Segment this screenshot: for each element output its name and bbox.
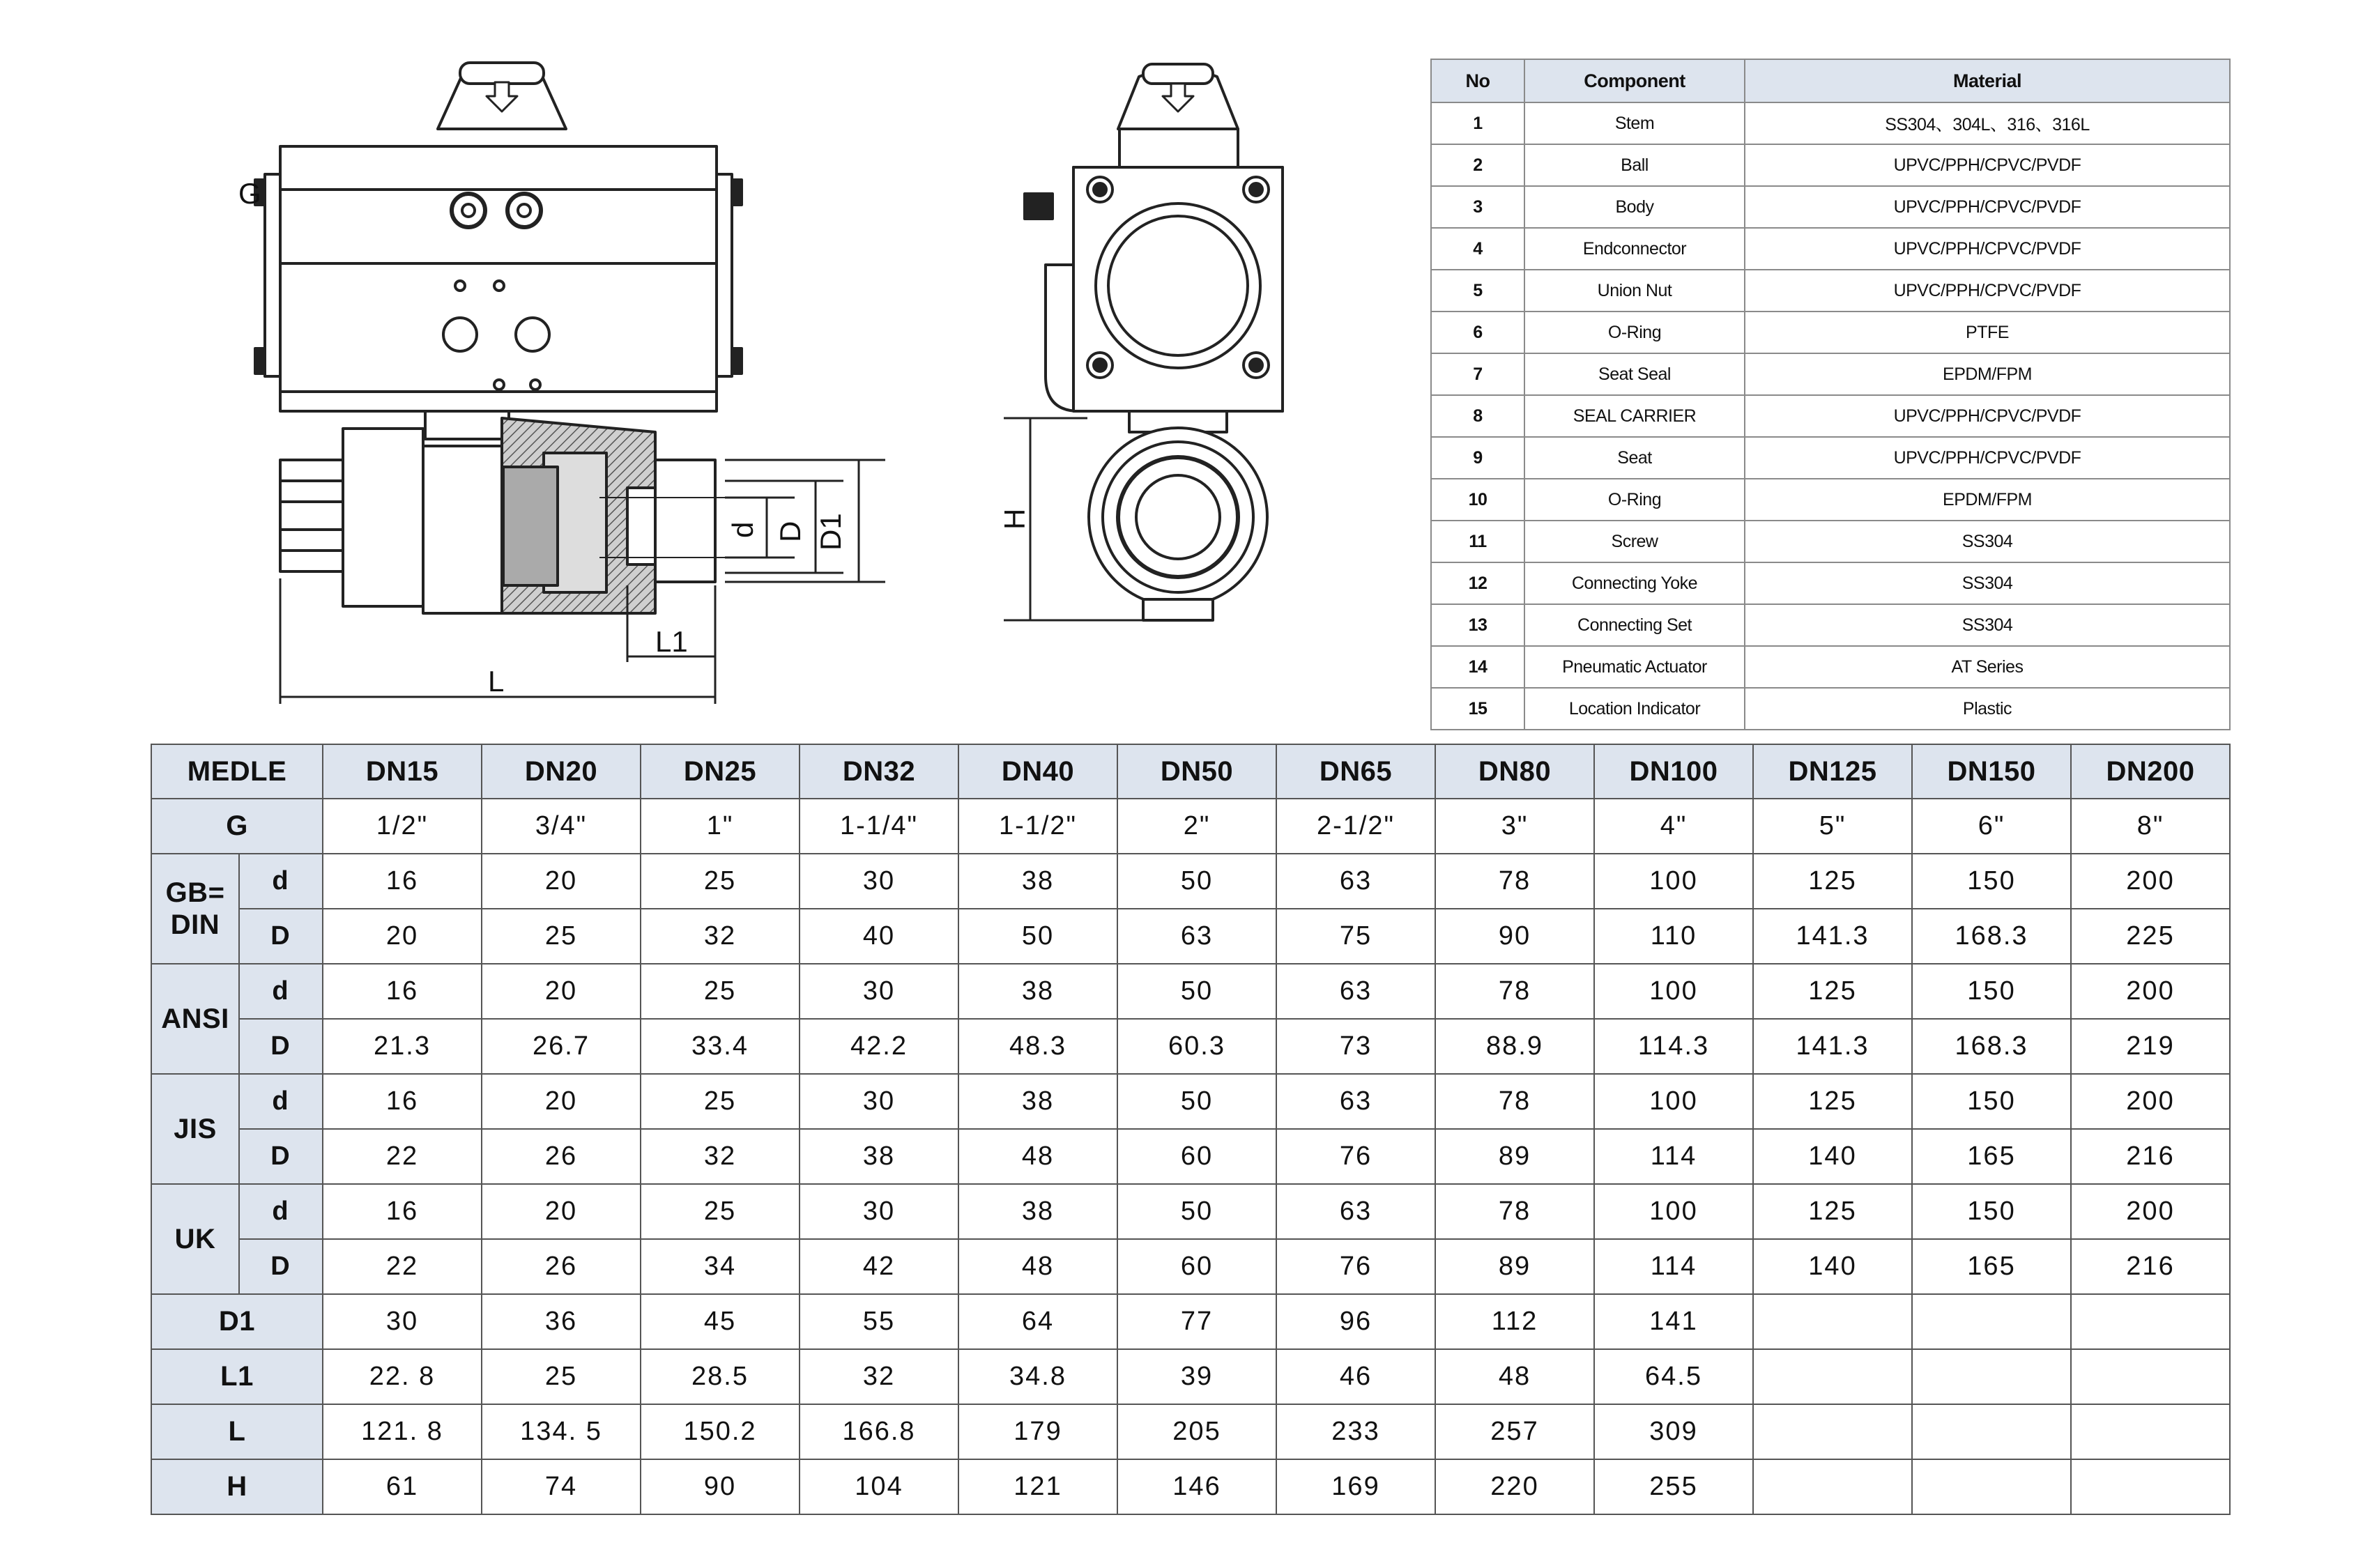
size-value-cell: 146: [1117, 1459, 1276, 1514]
materials-cell-no: 13: [1431, 604, 1524, 646]
size-value-cell: 114.3: [1594, 1019, 1753, 1074]
size-value-cell: 50: [1117, 1184, 1276, 1239]
size-value-cell: 89: [1435, 1129, 1594, 1184]
size-column-header: DN100: [1594, 744, 1753, 799]
materials-row: [1431, 437, 2230, 479]
size-value-cell: 42: [800, 1239, 958, 1294]
size-value-cell: 25: [482, 1349, 641, 1404]
size-value-cell: 140: [1753, 1129, 1912, 1184]
size-value-cell: 200: [2071, 1074, 2230, 1129]
materials-cell-component: Stem: [1524, 102, 1745, 144]
materials-cell-no: 15: [1431, 688, 1524, 730]
row-sublabel-d: d: [239, 964, 323, 1019]
size-value-cell: 60: [1117, 1239, 1276, 1294]
row-sublabel-d: d: [239, 1184, 323, 1239]
size-value-cell: 32: [641, 909, 800, 964]
materials-cell-material: UPVC/PPH/CPVC/PVDF: [1745, 437, 2230, 479]
materials-cell-material: AT Series: [1745, 646, 2230, 688]
size-value-cell: 30: [800, 964, 958, 1019]
size-value-cell: 26.7: [482, 1019, 641, 1074]
size-column-header: DN40: [958, 744, 1117, 799]
size-value-cell: 134. 5: [482, 1404, 641, 1459]
size-value-cell: 125: [1753, 854, 1912, 909]
size-value-cell: 169: [1276, 1459, 1435, 1514]
size-value-cell: 63: [1276, 1074, 1435, 1129]
materials-row: [1431, 228, 2230, 270]
size-value-cell: [2071, 1404, 2230, 1459]
size-column-header: DN32: [800, 744, 958, 799]
size-value-cell: 22: [323, 1129, 482, 1184]
size-value-cell: 150.2: [641, 1404, 800, 1459]
size-value-cell: 20: [482, 854, 641, 909]
materials-row: [1431, 270, 2230, 312]
materials-row: [1431, 562, 2230, 604]
size-value-cell: 150: [1912, 964, 2071, 1019]
size-value-cell: 30: [800, 854, 958, 909]
materials-row: [1431, 604, 2230, 646]
size-value-cell: 76: [1276, 1239, 1435, 1294]
materials-cell-component: Endconnector: [1524, 228, 1745, 270]
materials-cell-no: 6: [1431, 312, 1524, 353]
size-row-standard-d: [151, 1184, 2230, 1239]
row-sublabel-D: D: [239, 909, 323, 964]
materials-cell-no: 12: [1431, 562, 1524, 604]
materials-cell-material: UPVC/PPH/CPVC/PVDF: [1745, 144, 2230, 186]
size-value-cell: 233: [1276, 1404, 1435, 1459]
size-value-cell: 39: [1117, 1349, 1276, 1404]
row-label-dimension: D1: [151, 1294, 323, 1349]
materials-cell-material: SS304: [1745, 521, 2230, 562]
size-value-cell: 63: [1117, 909, 1276, 964]
row-sublabel-D: D: [239, 1129, 323, 1184]
size-value-cell: 16: [323, 854, 482, 909]
size-value-cell: 4": [1594, 799, 1753, 854]
size-value-cell: 200: [2071, 1184, 2230, 1239]
materials-cell-no: 4: [1431, 228, 1524, 270]
size-value-cell: 63: [1276, 854, 1435, 909]
size-row-dimension: [151, 1349, 2230, 1404]
size-value-cell: 125: [1753, 1074, 1912, 1129]
row-sublabel-d: d: [239, 854, 323, 909]
size-row-dimension: [151, 1294, 2230, 1349]
row-sublabel-D: D: [239, 1019, 323, 1074]
size-value-cell: 257: [1435, 1404, 1594, 1459]
size-value-cell: 21.3: [323, 1019, 482, 1074]
size-value-cell: 33.4: [641, 1019, 800, 1074]
materials-cell-no: 5: [1431, 270, 1524, 312]
size-value-cell: 1": [641, 799, 800, 854]
size-value-cell: 34: [641, 1239, 800, 1294]
materials-row: [1431, 646, 2230, 688]
size-value-cell: [1753, 1404, 1912, 1459]
size-value-cell: 88.9: [1435, 1019, 1594, 1074]
dim-label-l: L: [488, 665, 505, 698]
size-value-cell: 60: [1117, 1129, 1276, 1184]
size-table: [151, 744, 2231, 1515]
size-value-cell: 100: [1594, 1184, 1753, 1239]
front-view-drawing: [237, 49, 847, 718]
size-value-cell: 20: [482, 964, 641, 1019]
materials-cell-material: PTFE: [1745, 312, 2230, 353]
dim-label-d1: D1: [814, 513, 847, 551]
size-value-cell: [1912, 1459, 2071, 1514]
materials-cell-component: O-Ring: [1524, 312, 1745, 353]
row-sublabel-D: D: [239, 1239, 323, 1294]
size-value-cell: 20: [323, 909, 482, 964]
materials-cell-material: UPVC/PPH/CPVC/PVDF: [1745, 395, 2230, 437]
size-value-cell: 50: [1117, 964, 1276, 1019]
size-column-header: DN65: [1276, 744, 1435, 799]
size-value-cell: [2071, 1294, 2230, 1349]
size-value-cell: 78: [1435, 854, 1594, 909]
size-value-cell: 125: [1753, 964, 1912, 1019]
size-value-cell: 63: [1276, 1184, 1435, 1239]
size-value-cell: 168.3: [1912, 909, 2071, 964]
materials-cell-material: EPDM/FPM: [1745, 479, 2230, 521]
materials-cell-material: UPVC/PPH/CPVC/PVDF: [1745, 270, 2230, 312]
size-value-cell: 48.3: [958, 1019, 1117, 1074]
size-value-cell: 165: [1912, 1239, 2071, 1294]
size-column-header: DN80: [1435, 744, 1594, 799]
size-value-cell: 76: [1276, 1129, 1435, 1184]
materials-header-no: No: [1431, 59, 1524, 102]
size-value-cell: 32: [800, 1349, 958, 1404]
size-value-cell: 38: [958, 854, 1117, 909]
materials-cell-no: 11: [1431, 521, 1524, 562]
size-value-cell: 104: [800, 1459, 958, 1514]
dim-label-d: d: [726, 521, 759, 538]
materials-cell-no: 8: [1431, 395, 1524, 437]
size-value-cell: 38: [958, 1184, 1117, 1239]
size-value-cell: 50: [958, 909, 1117, 964]
size-value-cell: 200: [2071, 964, 2230, 1019]
size-value-cell: 141.3: [1753, 1019, 1912, 1074]
size-value-cell: 32: [641, 1129, 800, 1184]
materials-cell-no: 9: [1431, 437, 1524, 479]
materials-cell-material: SS304: [1745, 562, 2230, 604]
side-view-drawing: [976, 49, 1338, 648]
size-value-cell: 140: [1753, 1239, 1912, 1294]
row-label-g: G: [151, 799, 323, 854]
row-label-standard: UK: [151, 1184, 239, 1294]
size-value-cell: 38: [800, 1129, 958, 1184]
size-value-cell: 28.5: [641, 1349, 800, 1404]
materials-row: [1431, 312, 2230, 353]
materials-cell-no: 3: [1431, 186, 1524, 228]
size-value-cell: [1912, 1404, 2071, 1459]
size-value-cell: 30: [800, 1074, 958, 1129]
row-sublabel-d: d: [239, 1074, 323, 1129]
size-value-cell: 90: [641, 1459, 800, 1514]
size-value-cell: 89: [1435, 1239, 1594, 1294]
materials-cell-component: Pneumatic Actuator: [1524, 646, 1745, 688]
size-value-cell: 100: [1594, 854, 1753, 909]
size-column-header: DN20: [482, 744, 641, 799]
dim-label-l1: L1: [655, 625, 688, 658]
materials-cell-material: Plastic: [1745, 688, 2230, 730]
size-value-cell: [1912, 1349, 2071, 1404]
size-value-cell: 25: [482, 909, 641, 964]
model-label: MEDLE: [151, 744, 323, 799]
dim-label-h: H: [998, 508, 1031, 530]
row-label-standard: GB= DIN: [151, 854, 239, 964]
size-value-cell: 38: [958, 964, 1117, 1019]
size-value-cell: 220: [1435, 1459, 1594, 1514]
materials-cell-component: Body: [1524, 186, 1745, 228]
materials-cell-component: Seat: [1524, 437, 1745, 479]
size-value-cell: 2": [1117, 799, 1276, 854]
size-value-cell: 112: [1435, 1294, 1594, 1349]
materials-cell-material: EPDM/FPM: [1745, 353, 2230, 395]
materials-row: [1431, 144, 2230, 186]
size-value-cell: [2071, 1349, 2230, 1404]
materials-table: [1430, 59, 2231, 730]
size-value-cell: 225: [2071, 909, 2230, 964]
size-value-cell: 121: [958, 1459, 1117, 1514]
size-column-header: DN15: [323, 744, 482, 799]
materials-cell-component: Screw: [1524, 521, 1745, 562]
size-column-header: DN125: [1753, 744, 1912, 799]
materials-cell-component: Ball: [1524, 144, 1745, 186]
size-value-cell: [2071, 1459, 2230, 1514]
size-row-standard-d: [151, 1074, 2230, 1129]
size-row-standard-D: [151, 1239, 2230, 1294]
size-value-cell: 40: [800, 909, 958, 964]
size-value-cell: 216: [2071, 1239, 2230, 1294]
materials-cell-component: Location Indicator: [1524, 688, 1745, 730]
size-value-cell: 150: [1912, 1074, 2071, 1129]
size-value-cell: 30: [323, 1294, 482, 1349]
materials-cell-component: Connecting Yoke: [1524, 562, 1745, 604]
size-header-row: [151, 744, 2230, 799]
materials-cell-material: UPVC/PPH/CPVC/PVDF: [1745, 186, 2230, 228]
size-value-cell: 25: [641, 1074, 800, 1129]
size-row-standard-d: [151, 964, 2230, 1019]
size-value-cell: [1912, 1294, 2071, 1349]
row-label-dimension: L: [151, 1404, 323, 1459]
size-value-cell: 309: [1594, 1404, 1753, 1459]
size-value-cell: 168.3: [1912, 1019, 2071, 1074]
materials-row: [1431, 521, 2230, 562]
size-value-cell: 63: [1276, 964, 1435, 1019]
materials-cell-material: SS304、304L、316、316L: [1745, 102, 2230, 144]
size-value-cell: 1-1/4": [800, 799, 958, 854]
materials-header-component: Component: [1524, 59, 1745, 102]
size-value-cell: 34.8: [958, 1349, 1117, 1404]
size-value-cell: 25: [641, 964, 800, 1019]
materials-cell-no: 10: [1431, 479, 1524, 521]
materials-row: [1431, 479, 2230, 521]
size-value-cell: 90: [1435, 909, 1594, 964]
materials-cell-no: 2: [1431, 144, 1524, 186]
size-value-cell: 38: [958, 1074, 1117, 1129]
size-value-cell: 216: [2071, 1129, 2230, 1184]
size-value-cell: 255: [1594, 1459, 1753, 1514]
materials-cell-component: SEAL CARRIER: [1524, 395, 1745, 437]
size-value-cell: 60.3: [1117, 1019, 1276, 1074]
size-value-cell: 75: [1276, 909, 1435, 964]
size-value-cell: [1753, 1294, 1912, 1349]
size-value-cell: 2-1/2": [1276, 799, 1435, 854]
size-table-body: [151, 799, 2230, 1514]
size-value-cell: 114: [1594, 1239, 1753, 1294]
size-value-cell: 26: [482, 1129, 641, 1184]
size-value-cell: 48: [1435, 1349, 1594, 1404]
size-value-cell: 96: [1276, 1294, 1435, 1349]
size-value-cell: 8": [2071, 799, 2230, 854]
size-value-cell: 5": [1753, 799, 1912, 854]
materials-row: [1431, 102, 2230, 144]
materials-row: [1431, 353, 2230, 395]
size-column-header: DN200: [2071, 744, 2230, 799]
size-row-dimension: [151, 1459, 2230, 1514]
size-value-cell: 22: [323, 1239, 482, 1294]
size-value-cell: 64: [958, 1294, 1117, 1349]
size-value-cell: 78: [1435, 1074, 1594, 1129]
row-label-dimension: L1: [151, 1349, 323, 1404]
materials-table-body: [1431, 102, 2230, 730]
size-value-cell: 6": [1912, 799, 2071, 854]
size-row-standard-D: [151, 909, 2230, 964]
size-value-cell: 125: [1753, 1184, 1912, 1239]
size-value-cell: 42.2: [800, 1019, 958, 1074]
materials-row: [1431, 186, 2230, 228]
size-value-cell: 48: [958, 1239, 1117, 1294]
size-value-cell: [1753, 1459, 1912, 1514]
size-row-standard-d: [151, 854, 2230, 909]
size-value-cell: 100: [1594, 964, 1753, 1019]
size-value-cell: 150: [1912, 854, 2071, 909]
size-value-cell: 150: [1912, 1184, 2071, 1239]
size-value-cell: 200: [2071, 854, 2230, 909]
size-value-cell: 16: [323, 1184, 482, 1239]
size-value-cell: 165: [1912, 1129, 2071, 1184]
size-value-cell: 20: [482, 1074, 641, 1129]
size-value-cell: 50: [1117, 854, 1276, 909]
size-row-standard-D: [151, 1129, 2230, 1184]
size-value-cell: 36: [482, 1294, 641, 1349]
size-value-cell: 73: [1276, 1019, 1435, 1074]
size-value-cell: 26: [482, 1239, 641, 1294]
size-value-cell: 30: [800, 1184, 958, 1239]
size-value-cell: 141: [1594, 1294, 1753, 1349]
size-value-cell: 16: [323, 964, 482, 1019]
dim-label-g: G: [238, 177, 261, 210]
size-column-header: DN25: [641, 744, 800, 799]
size-value-cell: 16: [323, 1074, 482, 1129]
size-value-cell: 179: [958, 1404, 1117, 1459]
size-value-cell: 74: [482, 1459, 641, 1514]
size-value-cell: 20: [482, 1184, 641, 1239]
size-value-cell: 64.5: [1594, 1349, 1753, 1404]
materials-row: [1431, 395, 2230, 437]
size-value-cell: 50: [1117, 1074, 1276, 1129]
materials-cell-component: Seat Seal: [1524, 353, 1745, 395]
size-value-cell: 141.3: [1753, 909, 1912, 964]
materials-cell-no: 1: [1431, 102, 1524, 144]
size-value-cell: 25: [641, 1184, 800, 1239]
materials-cell-no: 7: [1431, 353, 1524, 395]
size-value-cell: 55: [800, 1294, 958, 1349]
size-row-dimension: [151, 1404, 2230, 1459]
materials-cell-material: UPVC/PPH/CPVC/PVDF: [1745, 228, 2230, 270]
size-value-cell: 61: [323, 1459, 482, 1514]
dim-label-D: D: [774, 521, 806, 542]
size-value-cell: 166.8: [800, 1404, 958, 1459]
size-value-cell: [1753, 1349, 1912, 1404]
materials-header-row: [1431, 59, 2230, 102]
size-value-cell: 78: [1435, 1184, 1594, 1239]
size-row-g: [151, 799, 2230, 854]
size-value-cell: 45: [641, 1294, 800, 1349]
materials-cell-no: 14: [1431, 646, 1524, 688]
size-value-cell: 3": [1435, 799, 1594, 854]
materials-cell-material: SS304: [1745, 604, 2230, 646]
materials-cell-component: O-Ring: [1524, 479, 1745, 521]
size-value-cell: 205: [1117, 1404, 1276, 1459]
size-column-header: DN150: [1912, 744, 2071, 799]
size-value-cell: 48: [958, 1129, 1117, 1184]
materials-cell-component: Union Nut: [1524, 270, 1745, 312]
size-value-cell: 110: [1594, 909, 1753, 964]
size-column-header: DN50: [1117, 744, 1276, 799]
size-value-cell: 3/4": [482, 799, 641, 854]
size-value-cell: 219: [2071, 1019, 2230, 1074]
row-label-standard: ANSI: [151, 964, 239, 1074]
materials-row: [1431, 688, 2230, 730]
size-value-cell: 1-1/2": [958, 799, 1117, 854]
size-value-cell: 46: [1276, 1349, 1435, 1404]
size-value-cell: 1/2": [323, 799, 482, 854]
size-value-cell: 114: [1594, 1129, 1753, 1184]
materials-header-material: Material: [1745, 59, 2230, 102]
size-value-cell: 77: [1117, 1294, 1276, 1349]
size-value-cell: 100: [1594, 1074, 1753, 1129]
size-value-cell: 121. 8: [323, 1404, 482, 1459]
size-value-cell: 22. 8: [323, 1349, 482, 1404]
size-value-cell: 78: [1435, 964, 1594, 1019]
size-row-standard-D: [151, 1019, 2230, 1074]
row-label-dimension: H: [151, 1459, 323, 1514]
materials-cell-component: Connecting Set: [1524, 604, 1745, 646]
size-value-cell: 25: [641, 854, 800, 909]
row-label-standard: JIS: [151, 1074, 239, 1184]
